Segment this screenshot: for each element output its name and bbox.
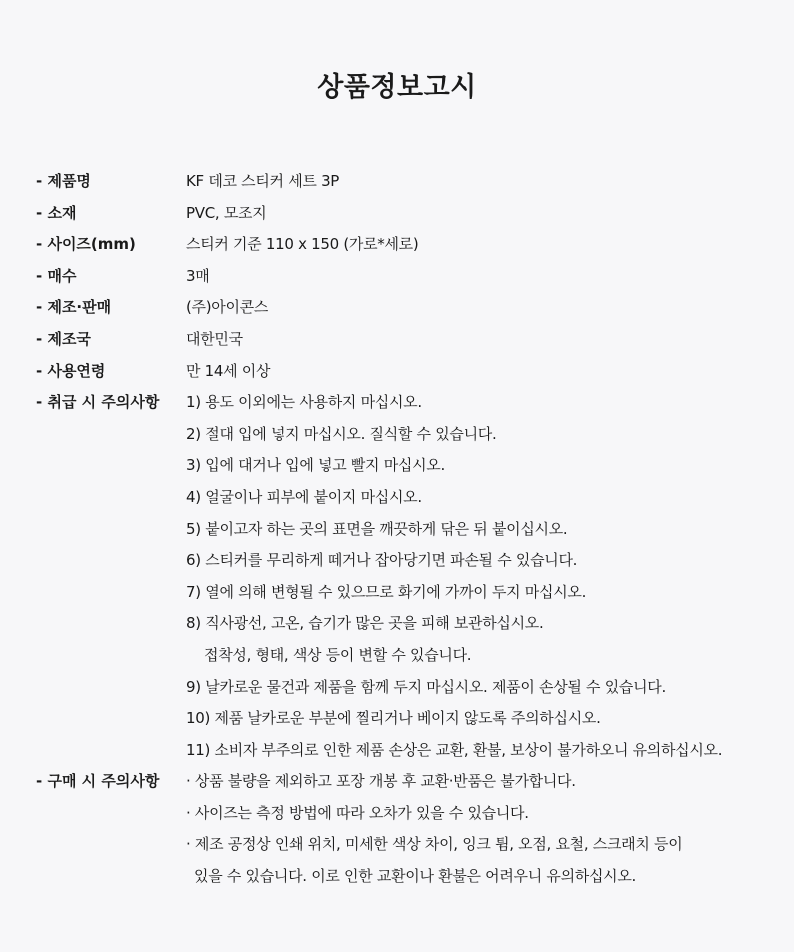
info-table (36, 166, 776, 893)
info-row-country (36, 324, 776, 356)
caution-item: 11) 소비자 부주의로 인한 제품 손상은 교환, 환불, 보상이 불가하오니 유의하십시오. (186, 740, 723, 759)
caution-item: 6) 스티커를 무리하게 떼거나 잡아당기면 파손될 수 있습니다. (186, 551, 578, 570)
row-label: - 제조국 (36, 329, 91, 348)
caution-item-continuation: 접착성, 형태, 색상 등이 변할 수 있습니다. (204, 645, 472, 664)
caution-item: 4) 얼굴이나 피부에 붙이지 마십시오. (186, 487, 422, 506)
page-title: 상품정보고시 (317, 72, 477, 103)
row-label: - 구매 시 주의사항 (36, 772, 160, 791)
caution-item: 7) 열에 의해 변형될 수 있으므로 화기에 가까이 두지 마십시오. (186, 582, 587, 601)
row-value: 3매 (186, 266, 210, 285)
caution-item: 5) 붙이고자 하는 곳의 표면을 깨끗하게 닦은 뒤 붙이십시오. (186, 519, 568, 538)
caution-item: 9) 날카로운 물건과 제품을 함께 두지 마십시오. 제품이 손상될 수 있습니다. (186, 677, 666, 696)
row-label: - 매수 (36, 266, 77, 285)
info-row-material (36, 198, 776, 230)
row-value: 만 14세 이상 (186, 361, 271, 380)
info-row-count (36, 261, 776, 293)
info-row-product-name (36, 166, 776, 198)
purchase-caution-item: · 제조 공정상 인쇄 위치, 미세한 색상 차이, 잉크 튐, 오점, 요철, 스크래치 등이 (186, 835, 683, 854)
caution-item: 10) 제품 날카로운 부분에 찔리거나 베이지 않도록 주의하십시오. (186, 709, 601, 728)
purchase-caution-item: · 상품 불량을 제외하고 포장 개봉 후 교환·반품은 불가합니다. (186, 772, 576, 791)
purchase-caution-item-continuation: 있을 수 있습니다. 이로 인한 교환이나 환불은 어려우니 유의하십시오. (194, 867, 637, 886)
caution-item: 8) 직사광선, 고온, 습기가 많은 곳을 피해 보관하십시오. (186, 614, 544, 633)
row-label: - 소재 (36, 203, 77, 222)
row-label: - 제품명 (36, 172, 91, 190)
row-value: 스티커 기준 110 x 150 (가로*세로) (186, 235, 419, 254)
row-label: - 사이즈(mm) (36, 235, 136, 254)
caution-item: 2) 절대 입에 넣지 마십시오. 질식할 수 있습니다. (186, 424, 497, 443)
info-row-age (36, 356, 776, 388)
info-row-size (36, 229, 776, 261)
row-value: (주)아이콘스 (186, 298, 269, 317)
purchase-caution-item: · 사이즈는 측정 방법에 따라 오차가 있을 수 있습니다. (186, 803, 529, 822)
row-label: - 제조·판매 (36, 298, 112, 317)
row-value: KF 데코 스티커 세트 3P (186, 172, 340, 190)
row-value: PVC, 모조지 (186, 203, 267, 222)
caution-item: 1) 용도 이외에는 사용하지 마십시오. (186, 393, 422, 412)
caution-item: 3) 입에 대거나 입에 넣고 빨지 마십시오. (186, 456, 445, 475)
info-row-manufacturer (36, 292, 776, 324)
row-value: 대한민국 (186, 329, 243, 348)
row-label: - 취급 시 주의사항 (36, 393, 160, 412)
info-row-purchase-cautions (36, 766, 776, 892)
row-label: - 사용연령 (36, 361, 106, 380)
info-row-handling-cautions (36, 387, 776, 766)
